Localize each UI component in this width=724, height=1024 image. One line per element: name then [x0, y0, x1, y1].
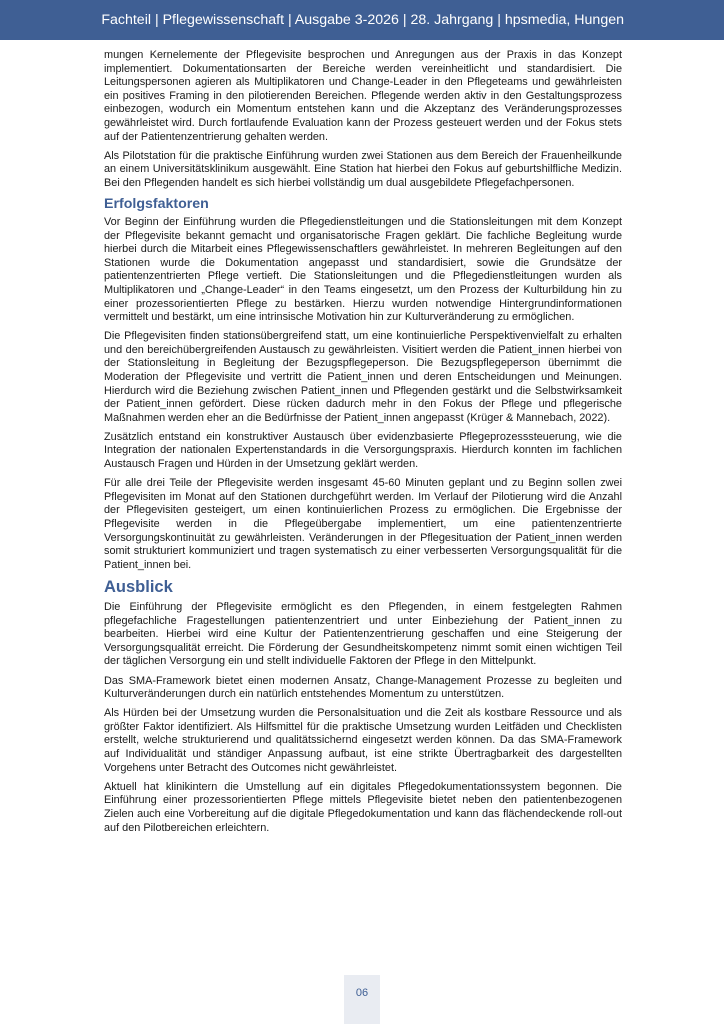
- page-number: 06: [355, 987, 369, 999]
- paragraph: Das SMA-Framework bietet einen modernen Ansatz, Change-Management Prozesse zu begleiten und Kulturveränderungen durch ein natürlich entstehendes Momentum zu unterstützen.: [104, 674, 622, 701]
- paragraph: Zusätzlich entstand ein konstruktiver Austausch über evidenzbasierte Pflegeprozesssteuerung, wie die Integration der nationalen Expertenstandards in die Versorgungspraxis. Hierdurch konnten im fachlichen Austausch Fragen und Hürden in der Umsetzung geklärt werden.: [104, 430, 622, 471]
- header-title: Fachteil | Pflegewissenschaft | Ausgabe 3-2026 | 28. Jahrgang | hpsmedia, Hungen: [101, 12, 624, 28]
- paragraph: Die Pflegevisiten finden stationsübergreifend statt, um eine kontinuierliche Perspektivenvielfalt zu erhalten und den bereichübergreifenden Austausch zu gewährleisten. Visitiert werden die Patient_innen hierbei von der Stationsleitung in Begleitung der Bezugspflegeperson. Die Bezugspflegeperson übernimmt die Moderation der Pflegevisite und vertritt die Patient_innen und deren Entscheidungen und Meinungen. Hierdurch wird die Beziehung zwischen Patient_innen und Pflegenden gestärkt und die Selbstwirksamkeit der Patient_innen gefördert. Diese rücken dadurch mehr in den Fokus der Pflege und pflegerische Maßnahmen werden eher an die Bedürfnisse der Patient_innen angepasst (Krüger & Mannebach, 2022).: [104, 330, 622, 424]
- paragraph: Vor Beginn der Einführung wurden die Pflegedienstleitungen und die Stationsleitungen mit dem Konzept der Pflegevisite bekannt gemacht und organisatorische Fragen geklärt. Die fachliche Begleitung wurde hierbei durch die Mitarbeit eines Pflegewissenschaftlers gewährleistet. In mehreren Begleitungen auf den Stationen wurde die Dokumentation angepasst und standardisiert, sowie die Grundsätze der patientenzentrierten Pflege vertieft. Die Stationsleitungen und die Pflegedienstleitungen wurden als Multiplikatoren und „Change-Leader“ in den Teams eingesetzt, um den Prozess der Kulturbildung hin zu einer prozessorientierten Pflege zu bestärken. Hierzu wurden notwendige Hintergrundinformationen vermittelt und bestärkt, um eine intrinsische Motivation hin zur Kulturveränderung zu ermöglichen.: [104, 215, 622, 324]
- paragraph: Als Pilotstation für die praktische Einführung wurden zwei Stationen aus dem Bereich der Frauenheilkunde an einem Universitätsklinikum ausgewählt. Eine Station hat hierbei den Fokus auf geburtshilfliche Medizin. Bei den Pflegenden handelt es sich hierbei vollständig um dual ausgebildete Pflegefachpersonen.: [104, 149, 622, 189]
- paragraph: Die Einführung der Pflegevisite ermöglicht es den Pflegenden, in einem festgelegten Rahmen pflegefachliche Fragestellungen patientenzentriert und unter Einbeziehung der Patient_innen zu bearbeiten. Hierbei wird eine Kultur der Patientenzentrierung geschaffen und eine Steigerung der Versorgungsqualität erreicht. Die Förderung der Gesundheitskompetenz nimmt somit einen wichtigen Teil der täglichen Versorgung ein und stellt individuelle Faktoren der Pflege in den Mittelpunkt.: [104, 601, 622, 668]
- section-heading-ausblick: Ausblick: [104, 578, 173, 597]
- page-number-box: [344, 975, 380, 1024]
- article-body: [104, 49, 622, 841]
- paragraph: Als Hürden bei der Umsetzung wurden die Personalsituation und die Zeit als kostbare Ressource und als größter Faktor identifiziert. Als Hilfsmittel für die praktische Umsetzung wurden Leitfäden und Checklisten erstellt, welche strukturierend und qualitätssichernd eingesetzt werden können. Da das SMA-Framework auf Individualität und ständiger Anpassung aufbaut, ist eine strikte Übertragbarkeit des dargestellten Vorgehens unter Betracht des Outcomes nicht gewährleistet.: [104, 707, 622, 774]
- paragraph: mungen Kernelemente der Pflegevisite besprochen und Anregungen aus der Praxis in das Konzept implementiert. Dokumentationsarten der Bereiche werden vereinheitlicht und standardisiert. Die Leitungspersonen agieren als Multiplikatoren und Change-Leader in den Pflegeteams und gewährleisten ein positives Framing in den pilotierenden Bereichen. Pflegende werden aktiv in den Gestaltungsprozess einbezogen, wodurch ein Momentum entstehen kann und die Akzeptanz des Veränderungsprozesses gewährleistet wird. Durch fortlaufende Evaluation kann der Prozess gesteuert werden und der Fokus stets auf der Patientenzentrierung gehalten werden.: [104, 49, 622, 143]
- header-bar: [0, 0, 724, 40]
- paragraph: Aktuell hat klinikintern die Umstellung auf ein digitales Pflegedokumentationssystem begonnen. Die Einführung einer prozessorientierten Pflege mittels Pflegevisite bietet neben den patientenbezogenen Zielen auch eine Vorbereitung auf die digitale Pflegedokumentation und kann das flächendeckende roll-out auf den Pilotbereichen erleichtern.: [104, 780, 622, 834]
- paragraph: Für alle drei Teile der Pflegevisite werden insgesamt 45-60 Minuten geplant und zu Beginn sollen zwei Pflegevisiten im Monat auf den Stationen durchgeführt werden. Im Verlauf der Pilotierung wird die Anzahl der Pflegevisiten gesteigert, um einen kontinuierlichen Prozess zu ermöglichen. Die Ergebnisse der Pflegevisite werden in die Pflegeübergabe implementiert, um eine patientenzentrierte Versorgungskontinuität zu gewährleisten. Veränderungen in der Pflegesituation der Patient_innen werden somit strukturiert kommuniziert und tragen systematisch zu einer verbesserten Versorgungsqualität für die Patient_innen bei.: [104, 477, 622, 571]
- section-heading-erfolgsfaktoren: Erfolgsfaktoren: [104, 195, 209, 212]
